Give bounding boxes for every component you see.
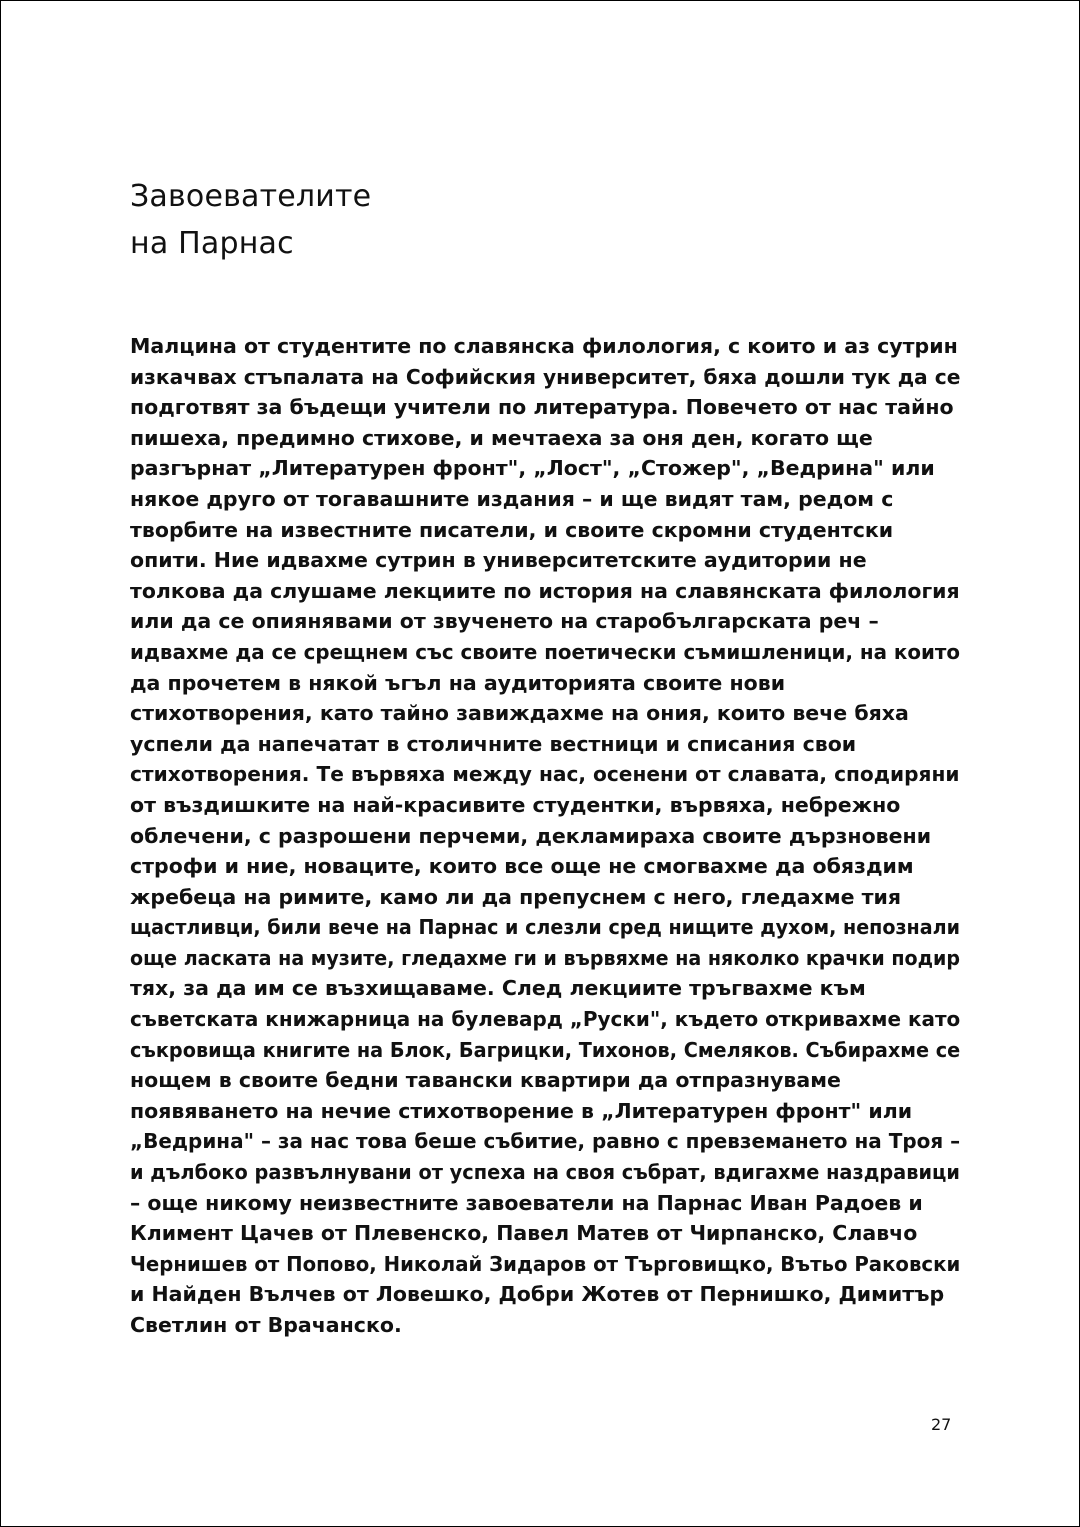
text-line: тях, за да им се възхищаваме. След лекциите тръгвахме към: [130, 976, 866, 1001]
chapter-title: [130, 173, 371, 267]
page-number: 27: [931, 1415, 952, 1434]
text-line: – още никому неизвестните завоеватели на Парнас Иван Радоев и: [130, 1190, 923, 1215]
text-line: нощем в своите бедни тавански квартири да отпразнуваме: [130, 1068, 841, 1093]
text-line: още ласката на музите, гледахме ги и вървяхме на няколко крачки подир: [130, 945, 960, 970]
text-line: толкова да слушаме лекциите по история на славянската филология: [130, 578, 960, 603]
text-line: щастливци, били вече на Парнас и слезли сред нищите духом, непознали: [130, 915, 961, 940]
text-line: стихотворения. Те вървяха между нас, осенени от славата, сподиряни: [130, 762, 960, 787]
text-line: или да се опиянявами от звученето на старобългарската реч –: [130, 609, 879, 634]
text-line: да прочетем в някой ъгъл на аудиторията своите нови: [130, 670, 786, 695]
text-line: от въздишките на най-красивите студентки, вървяха, небрежно: [130, 792, 901, 817]
text-line: творбите на известните писатели, и своите скромни студентски: [130, 517, 894, 542]
chapter-title-line-1: Завоевателите: [130, 179, 372, 214]
text-line: идвахме да се срещнем със своите поетически съмишленици, на които: [130, 639, 960, 664]
text-line: „Ведрина" – за нас това беше събитие, равно с превземането на Троя –: [130, 1129, 961, 1154]
text-line: съветската книжарница на булевард „Руски", където откривахме като: [130, 1007, 961, 1032]
text-line: Чернишев от Попово, Николай Зидаров от Търговищко, Вътьо Раковски: [130, 1251, 961, 1276]
text-line: жребеца на римите, камо ли да препуснем с него, гледахме тия: [130, 884, 902, 909]
text-line: Климент Цачев от Плевенско, Павел Матев от Чирпанско, Славчо: [130, 1221, 918, 1246]
text-line: изкачвах стъпалата на Софийския университет, бяха дошли тук да се: [130, 364, 961, 389]
text-line: Малцина от студентите по славянска филология, с които и аз сутрин: [130, 334, 958, 358]
text-line: съкровища книгите на Блок, Багрицки, Тихонов, Смеляков. Събирахме се: [130, 1037, 961, 1062]
text-line: успели да напечатат в столичните вестници и списания свои: [130, 731, 857, 756]
text-line: някое друго от тогавашните издания – и ще видят там, редом с: [130, 486, 894, 511]
text-line: облечени, с разрошени перчеми, декламираха своите дързновени: [130, 823, 932, 848]
text-line: строфи и ние, новаците, които все още не смогвахме да обяздим: [130, 854, 914, 879]
text-line: и Найден Вълчев от Ловешко, Добри Жотев от Пернишко, Димитър: [130, 1282, 945, 1307]
text-line: подготвят за бъдещи учители по литература. Повечето от нас тайно: [130, 395, 954, 420]
text-line: и дълбоко развълнувани от успеха на своя събрат, вдигахме наздравици: [130, 1160, 960, 1185]
chapter-title-line-2: на Парнас: [130, 226, 294, 261]
text-line: разгърнат „Литературен фронт", „Лост", „Стожер", „Ведрина" или: [130, 456, 935, 481]
text-line: стихотворения, като тайно завиждахме на ония, които вече бяха: [130, 701, 909, 726]
text-line: появяването на нечие стихотворение в „Литературен фронт" или: [130, 1098, 913, 1123]
body-paragraph: [130, 331, 960, 1341]
text-line: Светлин от Врачанско.: [130, 1313, 402, 1337]
text-line: пишеха, предимно стихове, и мечтаеха за оня ден, когато ще: [130, 425, 873, 450]
text-line: опити. Ние идвахме сутрин в университетските аудитории не: [130, 548, 867, 573]
